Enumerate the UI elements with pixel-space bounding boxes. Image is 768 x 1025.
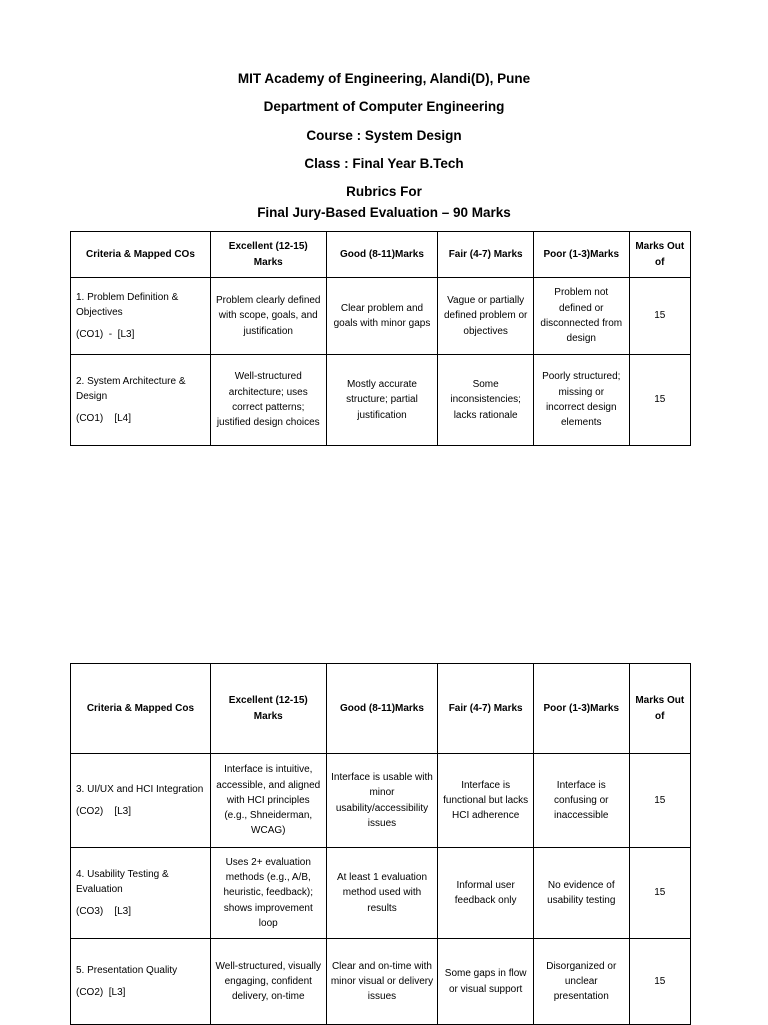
poor-cell: No evidence of usability testing (533, 848, 629, 939)
criterion-name: 1. Problem Definition & Objectives (76, 292, 179, 319)
header-criteria: Criteria & Mapped Cos (71, 664, 211, 754)
criterion-co: (CO2) [L3] (76, 986, 126, 998)
table-row (71, 754, 691, 848)
marks-cell: 15 (629, 939, 690, 1025)
criterion-name: 2. System Architecture & Design (76, 376, 186, 403)
poor-cell: Poorly structured; missing or incorrect design elements (533, 355, 629, 446)
criterion-name: 5. Presentation Quality (76, 965, 178, 977)
table-row (71, 939, 691, 1025)
excellent-cell: Interface is intuitive, accessible, and aligned with HCI principles (e.g., Shneiderman, WCAG) (210, 754, 326, 848)
poor-cell: Disorganized or unclear presentation (533, 939, 629, 1025)
poor-cell: Problem not defined or disconnected from design (533, 278, 629, 355)
department-title: Department of Computer Engineering (263, 99, 505, 114)
good-cell: Interface is usable with minor usability/accessibility issues (326, 754, 438, 848)
criterion-cell (71, 848, 211, 939)
header-excellent: Excellent (12-15) Marks (210, 664, 326, 754)
table-row (71, 848, 691, 939)
good-cell: Clear problem and goals with minor gaps (326, 278, 438, 355)
fair-cell: Interface is functional but lacks HCI adherence (438, 754, 534, 848)
table-header-row (71, 232, 691, 278)
criterion-co: (CO3) [L3] (76, 905, 132, 917)
good-cell: Clear and on-time with minor visual or delivery issues (326, 939, 438, 1025)
header-good: Good (8-11)Marks (326, 232, 438, 278)
table-header-row (71, 664, 691, 754)
marks-cell: 15 (629, 848, 690, 939)
criterion-cell (71, 754, 211, 848)
table-row (71, 278, 691, 355)
criterion-cell (71, 278, 211, 355)
criterion-cell (71, 939, 211, 1025)
excellent-cell: Uses 2+ evaluation methods (e.g., A/B, heuristic, feedback); shows improvement loop (210, 848, 326, 939)
header-fair: Fair (4-7) Marks (438, 664, 534, 754)
marks-cell: 15 (629, 355, 690, 446)
criterion-name: 3. UI/UX and HCI Integration (76, 784, 204, 796)
header-poor: Poor (1-3)Marks (533, 232, 629, 278)
poor-cell: Interface is confusing or inaccessible (533, 754, 629, 848)
header-excellent: Excellent (12-15) Marks (210, 232, 326, 278)
excellent-cell: Problem clearly defined with scope, goals, and justification (210, 278, 326, 355)
marks-cell: 15 (629, 278, 690, 355)
criterion-co: (CO1) - [L3] (76, 328, 135, 340)
criterion-co: (CO1) [L4] (76, 412, 132, 424)
fair-cell: Some inconsistencies; lacks rationale (438, 355, 534, 446)
header-poor: Poor (1-3)Marks (533, 664, 629, 754)
excellent-cell: Well-structured, visually engaging, confident delivery, on-time (210, 939, 326, 1025)
header-fair: Fair (4-7) Marks (438, 232, 534, 278)
fair-cell: Informal user feedback only (438, 848, 534, 939)
criterion-name: 4. Usability Testing & Evaluation (76, 869, 169, 896)
header-good: Good (8-11)Marks (326, 664, 438, 754)
header-marks: Marks Out of (629, 664, 690, 754)
course-title: Course : System Design (306, 128, 462, 143)
header-criteria: Criteria & Mapped COs (71, 232, 211, 278)
criterion-co: (CO2) [L3] (76, 805, 132, 817)
criterion-cell (71, 355, 211, 446)
fair-cell: Some gaps in flow or visual support (438, 939, 534, 1025)
marks-cell: 15 (629, 754, 690, 848)
rubric-table-1 (70, 231, 691, 446)
evaluation-title: Final Jury-Based Evaluation – 90 Marks (257, 205, 511, 220)
header-marks: Marks Out of (629, 232, 690, 278)
fair-cell: Vague or partially defined problem or objectives (438, 278, 534, 355)
good-cell: At least 1 evaluation method used with results (326, 848, 438, 939)
institute-title: MIT Academy of Engineering, Alandi(D), Pune (237, 71, 531, 86)
table-row (71, 355, 691, 446)
good-cell: Mostly accurate structure; partial justification (326, 355, 438, 446)
excellent-cell: Well-structured architecture; uses correct patterns; justified design choices (210, 355, 326, 446)
rubric-table-2 (70, 663, 691, 1025)
rubrics-for-label: Rubrics For (346, 184, 422, 199)
class-title: Class : Final Year B.Tech (304, 156, 464, 171)
